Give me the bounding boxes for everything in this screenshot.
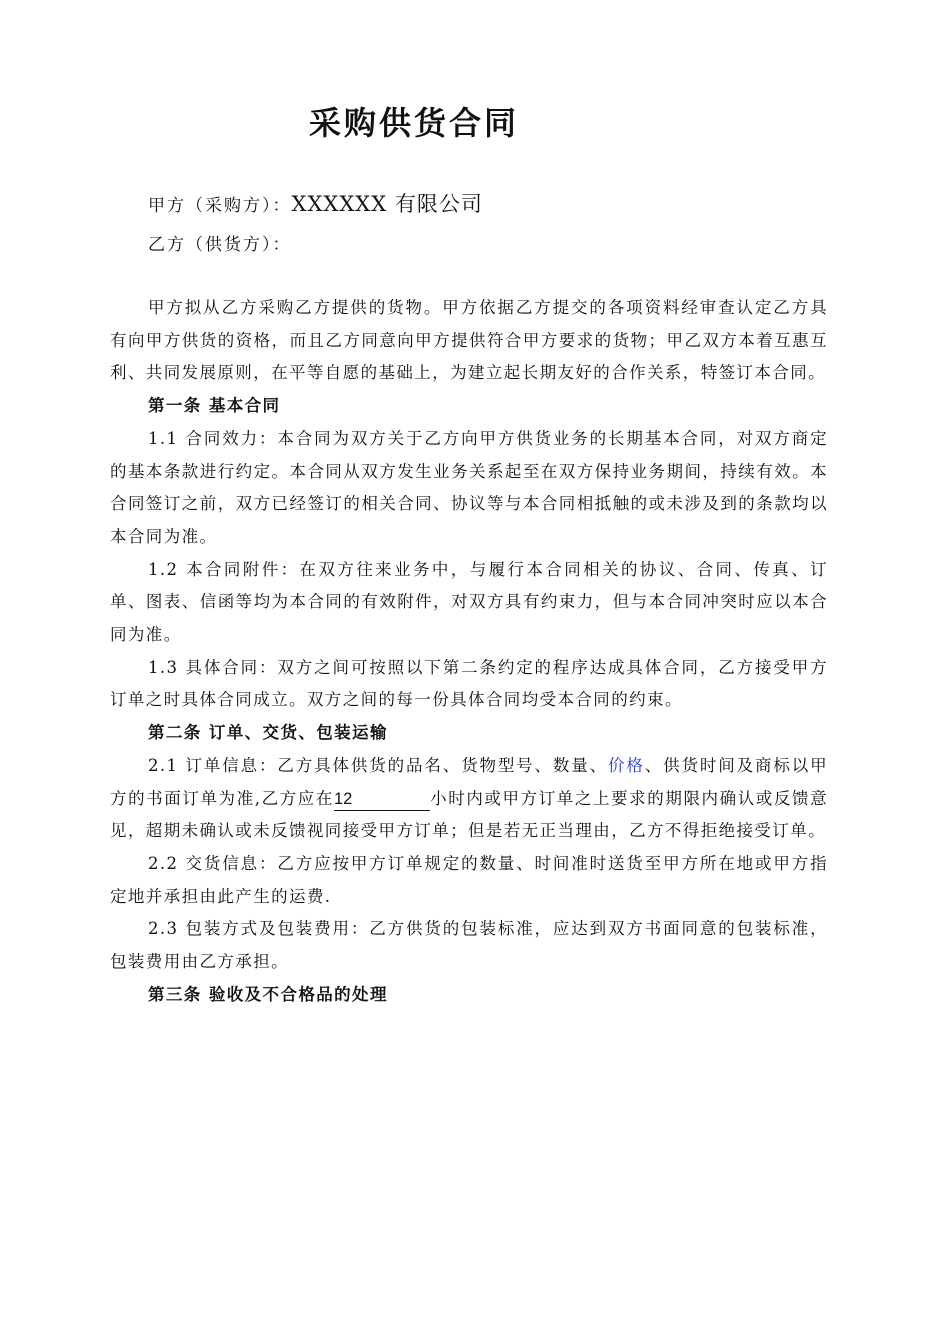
- contract-body: [110, 292, 828, 1011]
- intro-paragraph: 甲方拟从乙方采购乙方提供的货物。甲方依据乙方提交的各项资料经审查认定乙方具有向甲方供货的资格，而且乙方同意向甲方提供符合甲方要求的货物；甲乙双方本着互惠互利、共同发展原则，在平等自愿的基础上，为建立起长期友好的合作关系，特签订本合同。: [110, 298, 828, 383]
- clause-2-3: 2.3 包装方式及包装费用：乙方供货的包装标准，应达到双方书面同意的包装标准，包装费用由乙方承担。: [110, 919, 828, 972]
- clause-2-1-text-b: 、供货时间及商标以甲方的书面订单为准,乙方应在: [110, 755, 828, 808]
- party-b-line: [148, 228, 292, 262]
- clause-1-3: 1.3 具体合同：双方之间可按照以下第二条约定的程序达成具体合同，乙方接受甲方订单之时具体合同成立。双方之间的每一份具体合同均受本合同的约束。: [110, 657, 828, 710]
- price-link[interactable]: 价格: [608, 755, 645, 775]
- hours-blank: 12: [334, 788, 430, 811]
- article-2-heading: 第二条 订单、交货、包装运输: [148, 723, 388, 743]
- party-a-line: [148, 187, 483, 223]
- party-a-label: 甲方（采购方）：: [148, 196, 292, 216]
- article-3-heading: 第三条 验收及不合格品的处理: [148, 984, 388, 1004]
- clause-2-1: [110, 750, 828, 848]
- party-a-value: XXXXXX 有限公司: [291, 192, 483, 216]
- clause-1-2: 1.2 本合同附件：在双方往来业务中，与履行本合同相关的协议、合同、传真、订单、图表、信函等均为本合同的有效附件，对双方具有约束力，但与本合同冲突时应以本合同为准。: [110, 559, 828, 645]
- article-1-heading: 第一条 基本合同: [148, 396, 281, 416]
- clause-2-2: 2.2 交货信息：乙方应按甲方订单规定的数量、时间准时送货至甲方所在地或甲方指定地并承担由此产生的运费.: [110, 853, 828, 906]
- party-b-label: 乙方（供货方）：: [148, 235, 292, 255]
- clause-2-1-text-a: 2.1 订单信息：乙方具体供货的品名、货物型号、数量、: [148, 755, 609, 775]
- page-title: 采购供货合同: [308, 104, 519, 142]
- clause-1-1: 1.1 合同效力：本合同为双方关于乙方向甲方供货业务的长期基本合同，对双方商定的基本条款进行约定。本合同从双方发生业务关系起至在双方保持业务期间，持续有效。本合同签订之前，双方已经签订的相关合同、协议等与本合同相抵触的或未涉及到的条款均以本合同为准。: [110, 428, 828, 546]
- clause-2-1-text-c: 小时内或甲方订单之上要求的期限内确认或反馈意见，超期未确认或未反馈视同接受甲方订单；但是若无正当理由，乙方不得拒绝接受订单。: [110, 788, 828, 841]
